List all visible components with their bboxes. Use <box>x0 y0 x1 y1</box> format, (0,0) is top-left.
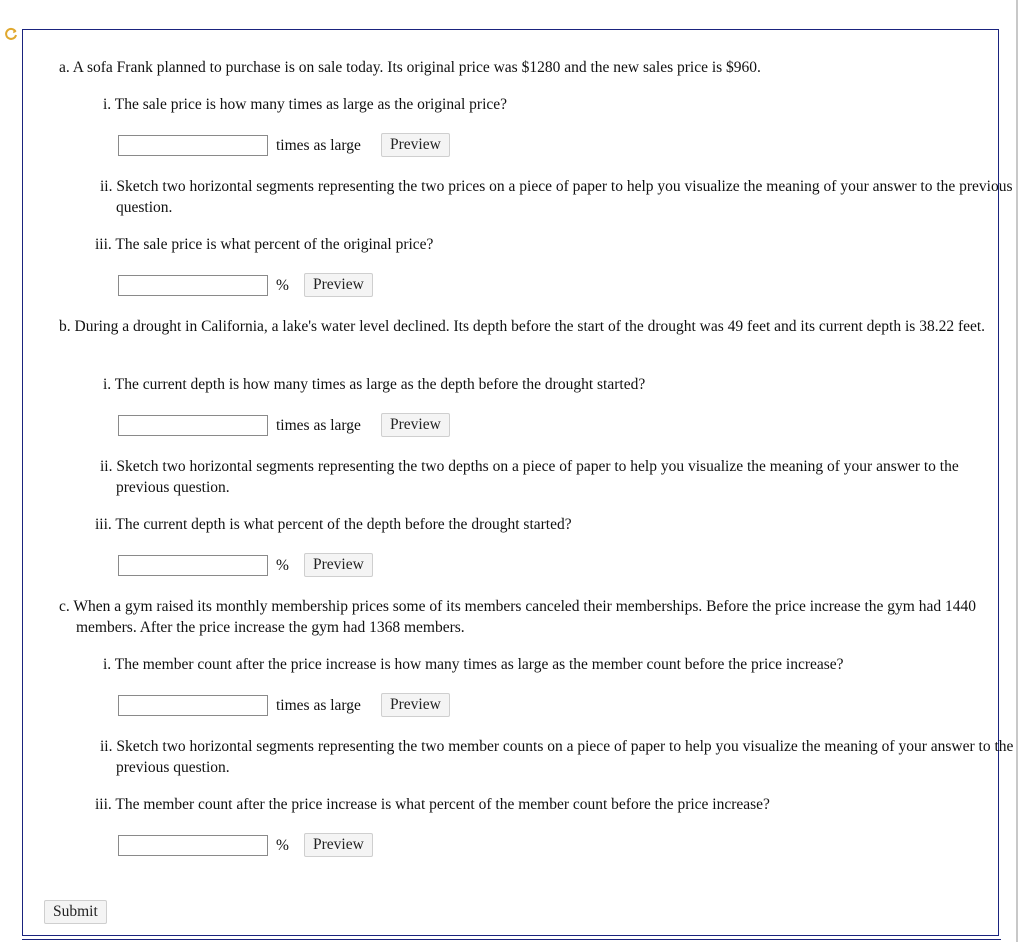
part-a-q3-preview-button[interactable]: Preview <box>304 273 373 297</box>
reload-icon[interactable] <box>4 27 18 41</box>
part-c-percent-input[interactable] <box>118 835 268 856</box>
part-a-text: a. A sofa Frank planned to purchase is on sale today. Its original price was $1280 and the new sales price is $960. <box>59 59 761 76</box>
scrollbar[interactable] <box>1016 0 1018 942</box>
part-b-q1-preview-button[interactable]: Preview <box>381 413 450 437</box>
part-b-q1: i. The current depth is how many times as large as the depth before the drought started? <box>103 376 646 393</box>
part-c-q2: ii. Sketch two horizontal segments representing the two member counts on a piece of paper to help you visualize the meaning of your answer to the previous question. <box>100 738 1014 776</box>
part-c-q3-preview-button[interactable]: Preview <box>304 833 373 857</box>
part-b-percent-input[interactable] <box>118 555 268 576</box>
unit-percent: % <box>276 277 289 294</box>
unit-times-large: times as large <box>276 697 361 714</box>
part-b-q3: iii. The current depth is what percent of the depth before the drought started? <box>95 516 572 533</box>
part-c-text: c. When a gym raised its monthly membership prices some of its members canceled their memberships. Before the price increase the gym had 1440 members. After the price increase the gym had 1368 members. <box>59 598 976 636</box>
unit-percent: % <box>276 557 289 574</box>
part-c-times-input[interactable] <box>118 695 268 716</box>
part-b-text: b. During a drought in California, a lake's water level declined. Its depth before the start of the drought was 49 feet and its current depth is 38.22 feet. <box>59 318 986 335</box>
submit-button[interactable]: Submit <box>44 900 107 924</box>
part-a-percent-input[interactable] <box>118 275 268 296</box>
unit-times-large: times as large <box>276 137 361 154</box>
part-a-q2: ii. Sketch two horizontal segments representing the two prices on a piece of paper to help you visualize the meaning of your answer to the previous question. <box>100 178 1013 216</box>
part-a-q3: iii. The sale price is what percent of the original price? <box>95 236 434 253</box>
unit-percent: % <box>276 837 289 854</box>
unit-times-large: times as large <box>276 417 361 434</box>
part-c-q1-preview-button[interactable]: Preview <box>381 693 450 717</box>
part-a-times-input[interactable] <box>118 135 268 156</box>
part-b-q3-preview-button[interactable]: Preview <box>304 553 373 577</box>
part-b-times-input[interactable] <box>118 415 268 436</box>
part-a-q1-preview-button[interactable]: Preview <box>381 133 450 157</box>
bottom-divider <box>22 939 1001 940</box>
part-c-q1: i. The member count after the price increase is how many times as large as the member count before the price increase? <box>103 656 844 673</box>
part-c-q3: iii. The member count after the price increase is what percent of the member count before the price increase? <box>95 796 770 813</box>
part-b-q2: ii. Sketch two horizontal segments representing the two depths on a piece of paper to help you visualize the meaning of your answer to the previous question. <box>100 458 959 496</box>
part-a-q1: i. The sale price is how many times as large as the original price? <box>103 96 508 113</box>
